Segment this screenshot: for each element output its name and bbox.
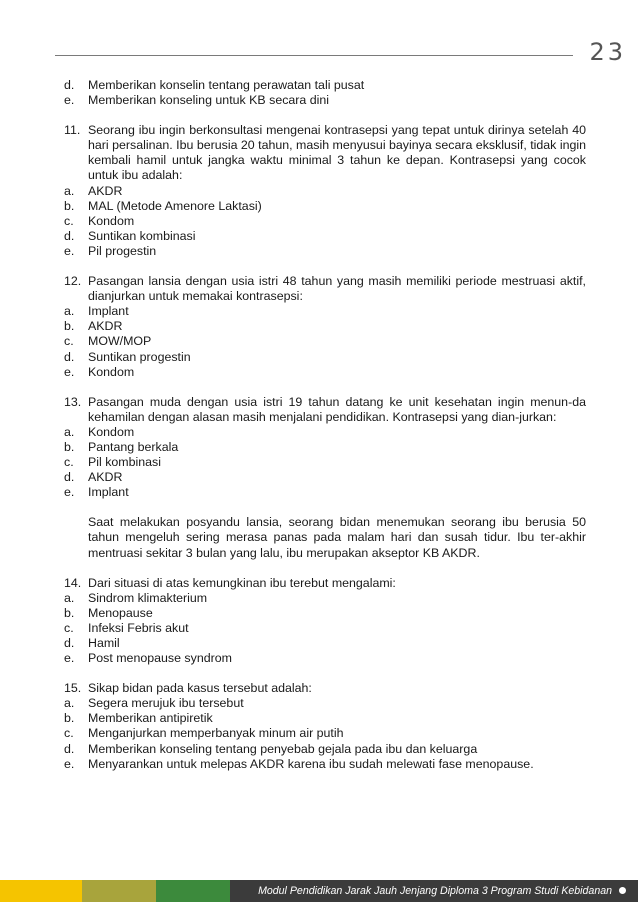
item-text: Menyarankan untuk melepas AKDR karena ibu sudah melewati fase menopause.	[88, 756, 534, 771]
footer-text: Modul Pendidikan Jarak Jauh Jenjang Diploma 3 Program Studi Kebidanan	[258, 885, 612, 897]
item-text: Pasangan muda dengan usia istri 19 tahun datang ke unit kesehatan ingin menun-da kehamilan dengan alasan masih menjalani pendidikan. Kontrasepsi yang dian-jurkan:	[88, 394, 586, 424]
item-label: a.	[64, 304, 75, 319]
option-item	[64, 440, 586, 455]
question-item	[64, 681, 586, 696]
option-item	[64, 229, 586, 244]
item-label: e.	[64, 485, 75, 500]
option-item	[64, 334, 586, 349]
block-gap	[64, 259, 586, 274]
item-label: e.	[64, 364, 75, 379]
item-text: Kondom	[88, 424, 135, 439]
item-label: c.	[64, 620, 74, 635]
option-item	[64, 470, 586, 485]
item-text: Post menopause syndrom	[88, 651, 232, 666]
item-text: Dari situasi di atas kemungkinan ibu terebut mengalami:	[88, 575, 396, 590]
item-text: AKDR	[88, 319, 123, 334]
item-label: 11.	[64, 123, 81, 138]
option-item	[64, 606, 586, 621]
item-label: d.	[64, 349, 75, 364]
item-text: Memberikan antipiretik	[88, 711, 213, 726]
footer-segment-green	[156, 880, 230, 902]
question-item	[64, 395, 586, 425]
block-gap	[64, 561, 586, 576]
footer-dot-icon	[619, 887, 626, 894]
item-label: d.	[64, 228, 75, 243]
option-item	[64, 742, 586, 757]
item-label: d.	[64, 470, 75, 485]
block-gap	[64, 500, 586, 515]
footer-segment-yellow	[0, 880, 82, 902]
item-label: 15.	[64, 681, 82, 696]
footer-segment-dark	[230, 880, 638, 902]
item-text: Seorang ibu ingin berkonsultasi mengenai kontrasepsi yang tepat untuk dirinya setelah 40 hari persalinan. Ibu berusia 20 tahun, masih menyusui bayinya secara eksklusif, tidak ingin kembali hamil untuk jangka waktu minimal 3 tahun ke depan. Kontrasepsi yang cocok untuk ibu adalah:	[88, 123, 586, 183]
option-item	[64, 319, 586, 334]
item-text: Memberikan konseling untuk KB secara dini	[88, 93, 330, 108]
option-item	[64, 696, 586, 711]
item-label: b.	[64, 198, 75, 213]
question-item	[64, 576, 586, 591]
item-label: 13.	[64, 394, 82, 409]
item-label: b.	[64, 319, 75, 334]
item-text: Sindrom klimakterium	[88, 590, 208, 605]
item-label: d.	[64, 636, 75, 650]
option-item	[64, 184, 586, 199]
option-item	[64, 93, 586, 108]
case-paragraph	[64, 515, 586, 560]
item-label: d.	[64, 741, 75, 756]
item-text: Pantang berkala	[88, 439, 179, 454]
item-text: Suntikan progestin	[88, 349, 191, 364]
item-label: e.	[64, 651, 75, 666]
item-text: Sikap bidan pada kasus tersebut adalah:	[88, 681, 312, 696]
question-item	[64, 274, 586, 304]
item-text: Kondom	[88, 213, 135, 228]
item-label: a.	[64, 696, 75, 711]
item-text: Pasangan lansia dengan usia istri 48 tahun yang masih memiliki periode mestruasi aktif, dianjurkan untuk memakai kontrasepsi:	[88, 274, 586, 304]
page-number: 23	[589, 38, 626, 66]
option-item	[64, 621, 586, 636]
option-item	[64, 651, 586, 666]
item-text: AKDR	[88, 183, 123, 198]
question-item	[64, 123, 586, 183]
item-text: AKDR	[88, 470, 123, 485]
item-text: Suntikan kombinasi	[88, 228, 196, 243]
option-item	[64, 726, 586, 741]
block-gap	[64, 108, 586, 123]
item-label: a.	[64, 183, 75, 198]
item-label: 12.	[64, 274, 82, 289]
option-item	[64, 365, 586, 380]
item-text: Pil progestin	[88, 243, 157, 258]
item-text: Implant	[88, 485, 129, 500]
item-label: e.	[64, 756, 75, 771]
item-text: Saat melakukan posyandu lansia, seorang bidan menemukan seorang ibu berusia 50 tahun mengeluh sering merasa panas pada malam hari dan susah tidur. Ibu ter-akhir mentruasi sekitar 3 bulan yang lalu, ibu merupakan akseptor KB AKDR.	[88, 515, 586, 560]
item-text: Implant	[88, 304, 129, 319]
header-rule	[55, 55, 573, 56]
option-item	[64, 636, 586, 651]
item-label: b.	[64, 439, 75, 454]
question-content	[64, 78, 586, 772]
option-item	[64, 757, 586, 772]
item-label: a.	[64, 424, 75, 439]
item-label: c.	[64, 455, 74, 470]
option-item	[64, 244, 586, 259]
item-text: Memberikan konselin tentang perawatan tali pusat	[88, 78, 365, 92]
item-text: Hamil	[88, 636, 120, 650]
item-text: Menopause	[88, 605, 153, 620]
option-item	[64, 425, 586, 440]
item-text: Infeksi Febris akut	[88, 620, 189, 635]
option-item	[64, 78, 586, 93]
item-label: c.	[64, 726, 74, 741]
option-item	[64, 214, 586, 229]
block-gap	[64, 666, 586, 681]
option-item	[64, 304, 586, 319]
item-label: c.	[64, 334, 74, 349]
item-text: Menganjurkan memperbanyak minum air putih	[88, 726, 344, 741]
block-gap	[64, 380, 586, 395]
option-item	[64, 591, 586, 606]
option-item	[64, 199, 586, 214]
option-item	[64, 455, 586, 470]
item-text: Segera merujuk ibu tersebut	[88, 696, 244, 711]
item-text: Pil kombinasi	[88, 455, 161, 470]
item-label: c.	[64, 213, 74, 228]
item-label: a.	[64, 590, 75, 605]
option-item	[64, 350, 586, 365]
item-label: b.	[64, 711, 75, 726]
item-label: b.	[64, 605, 75, 620]
option-item	[64, 711, 586, 726]
item-label: d.	[64, 78, 75, 92]
item-text: Kondom	[88, 364, 135, 379]
footer-segment-olive	[82, 880, 156, 902]
option-item	[64, 485, 586, 500]
item-text: MAL (Metode Amenore Laktasi)	[88, 198, 262, 213]
footer-bar	[0, 880, 638, 902]
item-label: e.	[64, 243, 75, 258]
item-text: Memberikan konseling tentang penyebab gejala pada ibu dan keluarga	[88, 741, 478, 756]
item-text: MOW/MOP	[88, 334, 152, 349]
item-label: 14.	[64, 575, 82, 590]
item-label: e.	[64, 93, 75, 108]
